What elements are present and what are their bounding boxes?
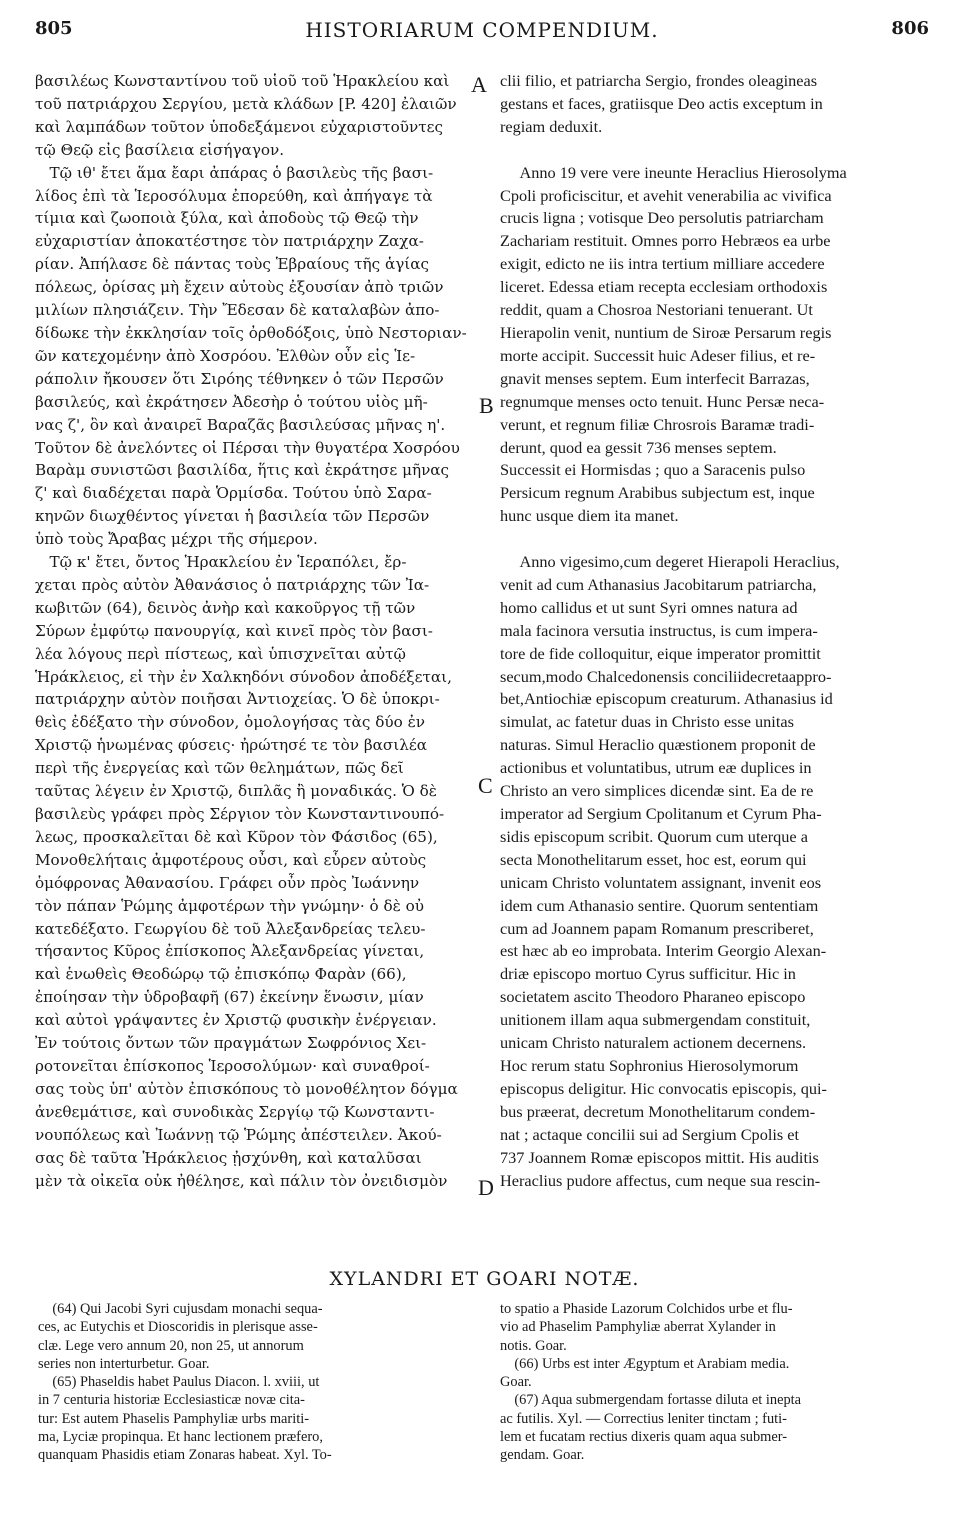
margin-letter-b: B xyxy=(479,393,494,418)
running-header xyxy=(35,8,929,44)
page-number-left: 805 xyxy=(35,18,73,39)
greek-text-column: βασιλέως Κωνσταντίνου τοῦ υἱοῦ τοῦ Ἡρακλείου καὶ τοῦ πατριάρχου Σεργίου, μετὰ κλάδων [P. 420] ἐλαιῶν καὶ λαμπάδων τοῦτον ὑποδεξάμενοι εὐχαριστοῦντες τῷ Θεῷ εἰς βασίλεια εἰσήγαγον. Τῷ ιθ' ἔτει ἅμα ἔαρι ἀπάρας ὁ βασιλεὺς τῆς βασι- λίδος ἐπὶ τὰ Ἱεροσόλυμα ἐπορεύθη, καὶ ἀπήγαγε τὰ τίμια καὶ ζωοποιὰ ξύλα, καὶ ἀποδοὺς τῷ Θεῷ τὴν εὐχαριστίαν ἀποκατέστησε τὸν πατριάρχην Ζαχα- ρίαν. Ἀπήλασε δὲ πάντας τοὺς Ἑβραίους τῆς ἁγίας πόλεως, ὁρίσας μὴ ἔχειν αὐτοὺς ἐξουσίαν ἀπὸ τριῶν μιλίων πλησιάζειν. Τὴν Ἔδεσαν δὲ καταλαβὼν ἀπο- δίδωκε τὴν ἐκκλησίαν τοῖς ὀρθοδόξοις, ὑπὸ Νεστοριαν- ῶν κατεχομένην ἀπὸ Χοσρόου. Ἐλθὼν οὖν εἰς Ἱε- ράπολιν ἤκουσεν ὅτι Σιρόης τέθνηκεν ὁ τῶν Περσῶν βασιλεύς, καὶ ἐκράτησεν Ἀδεσὴρ ὁ τούτου υἱὸς μῆ- νας ζ', ὃν καὶ ἀναιρεῖ Βαραζᾶς βασιλεύσας μῆνας η'. Τοῦτον δὲ ἀνελόντες οἱ Πέρσαι τὴν θυγατέρα Χοσρόου Βαρὰμ συνιστῶσι βασιλίδα, ἥτις καὶ ἐκράτησε μῆνας ζ' καὶ διαδέχεται παρὰ Ὁρμίσδα. Τούτου ὑπὸ Σαρα- κηνῶν διωχθέντος γίνεται ἡ βασιλεία τῶν Περσῶν ὑπὸ τοὺς Ἄραβας μέχρι τῆς σήμερον. Τῷ κ' ἔτει, ὄντος Ἡρακλείου ἐν Ἱεραπόλει, ἔρ- χεται πρὸς αὐτὸν Ἀθανάσιος ὁ πατριάρχης τῶν Ἰα- κωβιτῶν (64), δεινὸς ἀνὴρ καὶ κακοῦργος τῇ τῶν Σύρων ἐμφύτῳ πανουργίᾳ, καὶ κινεῖ πρὸς τὸν βασι- λέα λόγους περὶ πίστεως, καὶ ὑπισχνεῖται αὐτῷ Ἡράκλειος, εἰ τὴν ἐν Χαλκηδόνι σύνοδον ἀποδέξεται, πατριάρχην αὐτὸν ποιῆσαι Ἀντιοχείας. Ὁ δὲ ὑποκρι- θεὶς ἐδέξατο τὴν σύνοδον, ὁμολογήσας τὰς δύο ἐν Χριστῷ ἡνωμένας φύσεις· ἠρώτησέ τε τὸν βασιλέα περὶ τῆς ἐνεργείας καὶ τῶν θελημάτων, πῶς δεῖ ταῦτας λέγειν ἐν Χριστῷ, διπλᾶς ἢ μοναδικάς. Ὁ δὲ βασιλεὺς γράφει πρὸς Σέργιον τὸν Κωνσταντινουπό- λεως, προσκαλεῖται δὲ καὶ Κῦρον τὸν Φάσιδος (65), Μονοθελήταις ἀμφοτέρους οὖσι, καὶ εὗρεν αὐτοὺς ὁμόφρονας Ἀθανασίου. Γράφει οὖν πρὸς Ἰωάννην τὸν πάπαν Ῥώμης ἀμφοτέρων τὴν γνώμην· ὁ δὲ οὐ κατεδέξατο. Γεωργίου δὲ τοῦ Ἀλεξανδρείας τελευ- τήσαντος Κῦρος ἐπίσκοπος Ἀλεξανδρείας γίνεται, καὶ ἑνωθεὶς Θεοδώρῳ τῷ ἐπισκόπῳ Φαρὰν (66), ἐποίησαν τὴν ὑδροβαφῆ (67) ἐκείνην ἕνωσιν, μίαν καὶ αὐτοὶ γράψαντες ἐν Χριστῷ φυσικὴν ἐνέργειαν. Ἐν τούτοις ὄντων τῶν πραγμάτων Σωφρόνιος Χει- ροτονεῖται ἐπίσκοπος Ἱεροσολύμων· καὶ συναθροί- σας τοὺς ὑπ' αὐτὸν ἐπισκόπους τὸ μονοθέλητον δόγμα ἀνεθεμάτισε, καὶ συνοδικὰς Σεργίῳ τῷ Κωνσταντι- νουπόλεως καὶ Ἰωάννῃ τῷ Ῥώμης ἀπέστειλεν. Ἀκού- σας δὲ ταῦτα Ἡράκλειος ᾐσχύνθη, καὶ καταλῦσαι μὲν τὰ οἰκεῖα οὐκ ἠθέλησε, καὶ πάλιν τὸν ὀνειδισμὸν xyxy=(35,72,467,1190)
notes-heading: XYLANDRI ET GOARI NOTÆ. xyxy=(329,1268,640,1290)
page-number-right: 806 xyxy=(891,18,929,39)
margin-letter-a: A xyxy=(471,72,487,97)
margin-letter-d: D xyxy=(478,1175,494,1200)
margin-letter-c: C xyxy=(478,773,493,798)
notes-column-left: (64) Qui Jacobi Syri cujusdam monachi sequa- ces, ac Eutychis et Dioscoridis in plerisque asse- clæ. Lege vero annum 20, non 25, ut annorum series non interturbetur. Goar. (65) Phaseldis habet Paulus Diacon. l. xviii, ut in 7 centuria historiæ Ecclesiasticæ novæ cita- tur: Est autem Phaselis Pamphyliæ urbs mariti- ma, Lyciæ propinqua. Et hanc lectionem præfero, quanquam Phasidis etiam Zonaras habeat. Xyl. To- xyxy=(38,1301,332,1464)
notes-column-right: to spatio a Phaside Lazorum Colchidos urbe et flu- vio ad Phaselim Pamphyliæ aberrat Xylander in notis. Goar. (66) Urbs est inter Ægyptum et Arabiam media. Goar. (67) Aqua submergendam fortasse diluta et inepta ac futilis. Xyl. — Correctius leniter tinctam ; futi- lem et fucatam rectius dixeris quam aqua submer- gendam. Goar. xyxy=(500,1301,802,1464)
running-title: HISTORIARUM COMPENDIUM. xyxy=(305,18,659,42)
latin-text-column: clii filio, et patriarcha Sergio, frondes oleagineas gestans et faces, gratiisque Deo actis exceptum in regiam deduxit. Anno 19 vere vere ineunte Heraclius Hierosolyma Cpoli proficiscitur, et avehit venerabilia ac vivifica crucis ligna ; votisque Deo persolutis patriarcham Zachariam restituit. Omnes porro Hebræos ea urbe exigit, edicto ne iis intra tertium milliare accedere liceret. Edessa etiam recepta ecclesiam orthodoxis reddit, quam a Chosroa Nestoriani tenuerant. Ut Hierapolin venit, nuntium de Siroæ Persarum regis morte accipit. Successit huic Adeser filius, et re- gnavit menses septem. Eum interfecit Barrazas, regnumque menses octo tenuit. Hunc Persæ neca- verunt, et regnum filiæ Chrosrois Baramæ tradi- derunt, quod ea gessit 736 menses septem. Successit ei Hormisdas ; quo a Saracenis pulso Persicum regnum Arabibus subjectum est, inque hunc usque diem ita manet. Anno vigesimo,cum degeret Hierapoli Heraclius, venit ad cum Athanasius Jacobitarum patriarcha, homo callidus et ut sunt Syri omnes natura ad mala facinora versutia instructus, is cum impera- tore de fide colloquitur, eique imperator promittit secum,modo Chalcedonensis conciliidecretaappro- bet,Antiochiæ episcopum creaturum. Athanasius id simulat, ac fatetur duas in Christo esse unitas naturas. Simul Heraclio quæstionem proponit de actionibus et voluntatibus, utrum eæ duplices in Christo an vero simplices dicendæ sint. Ea de re imperator ad Sergium Cpolitanum et Cyrum Pha- sidis episcopum scribit. Quorum cum uterque a secta Monothelitarum esset, hoc est, eorum qui unicam Christo voluntatem assignant, invenit eos idem cum Athanasio sentire. Quorum sententiam cum ad Joannem papam Romanum prescriberet, est hæc ab eo improbata. Interim Georgio Alexan- driæ episcopo mortuo Cyrus sufficitur. Hic in societatem ascito Theodoro Pharaneo episcopo unitionem illam aqua submergendam constituit, unicam Christo naturalem actionem decernens. Hoc rerum statu Sophronius Hierosolymorum episcopus deligitur. Hic convocatis episcopis, qui- bus præerat, decretum Monothelitarum condem- nat ; actaque concilii sui ad Sergium Cpolis et 737 Joannem Romæ episcopos mittit. His auditis Heraclius pudore affectus, cum neque sua rescin- xyxy=(500,71,847,1190)
